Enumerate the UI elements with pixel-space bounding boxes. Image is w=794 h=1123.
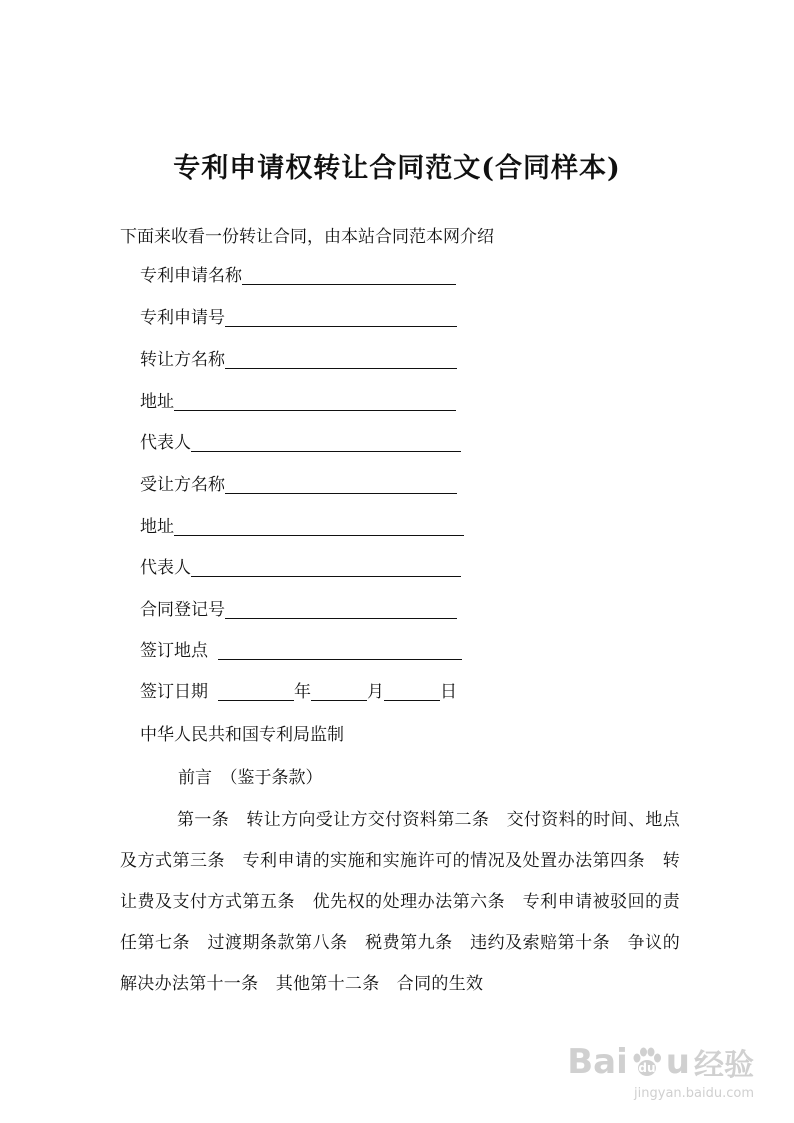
blank-line (191, 556, 461, 577)
field-assignee-name (140, 471, 457, 495)
year-label: 年 (294, 682, 311, 702)
field-label: 专利申请号 (140, 308, 225, 328)
blank-line (225, 473, 457, 494)
blank-line (225, 598, 457, 619)
field-signing-date (140, 678, 457, 702)
page-title: 专利申请权转让合同范文(合同样本) (173, 153, 621, 184)
blank-line-day (384, 680, 440, 701)
blank-line-month (311, 680, 367, 701)
field-label: 受让方名称 (140, 475, 225, 495)
field-patent-name (140, 262, 456, 286)
preface-heading: 前言 （鉴于条款） (178, 768, 323, 788)
field-label: 代表人 (140, 558, 191, 578)
field-signing-place (140, 637, 462, 661)
blank-line (174, 515, 464, 536)
field-patent-number (140, 304, 457, 328)
intro-text: 下面来收看一份转让合同，由本站合同范本网介绍 (120, 227, 494, 247)
watermark-logo (567, 1040, 754, 1084)
field-assignor-name (140, 346, 457, 370)
field-label: 专利申请名称 (140, 266, 242, 286)
day-label: 日 (440, 682, 457, 702)
field-assignor-address (140, 388, 456, 412)
field-label: 代表人 (140, 433, 191, 453)
field-assignee-representative (140, 554, 461, 578)
blank-line (225, 306, 457, 327)
blank-line (225, 348, 457, 369)
svg-text:du: du (638, 1061, 656, 1075)
baidu-jingyan-watermark (567, 1040, 754, 1101)
field-label: 地址 (140, 392, 174, 412)
month-label: 月 (367, 682, 384, 702)
field-label: 合同登记号 (140, 600, 225, 620)
blank-line (191, 431, 461, 452)
field-assignee-address (140, 513, 464, 537)
watermark-brand-left: Bai (567, 1042, 628, 1082)
watermark-brand-cn: 经验 (694, 1048, 754, 1083)
field-label: 转让方名称 (140, 350, 225, 370)
clauses-paragraph: 第一条 转让方向受让方交付资料第二条 交付资料的时间、地点及方式第三条 专利申请的实施和实施许可的情况及处置办法第四条 转让费及支付方式第五条 优先权的处理办法第六条 专利申请被驳回的责任第七条 过渡期条款第八条 税费第九条 违约及索赔第十条 争议的解决办法第十一条 其他第十二条 合同的生效 (120, 810, 680, 994)
watermark-brand-right: u (665, 1042, 690, 1082)
blank-line-year (218, 680, 294, 701)
field-label: 签订日期 (140, 682, 208, 702)
watermark-url: jingyan.baidu.com (634, 1086, 754, 1101)
field-label: 签订地点 (140, 641, 208, 661)
supervision-note: 中华人民共和国专利局监制 (140, 725, 344, 745)
blank-line (218, 639, 462, 660)
field-label: 地址 (140, 517, 174, 537)
blank-line (174, 390, 456, 411)
field-contract-registration-number (140, 596, 457, 620)
blank-line (242, 264, 456, 285)
paw-icon (630, 1045, 664, 1079)
field-assignor-representative (140, 429, 461, 453)
